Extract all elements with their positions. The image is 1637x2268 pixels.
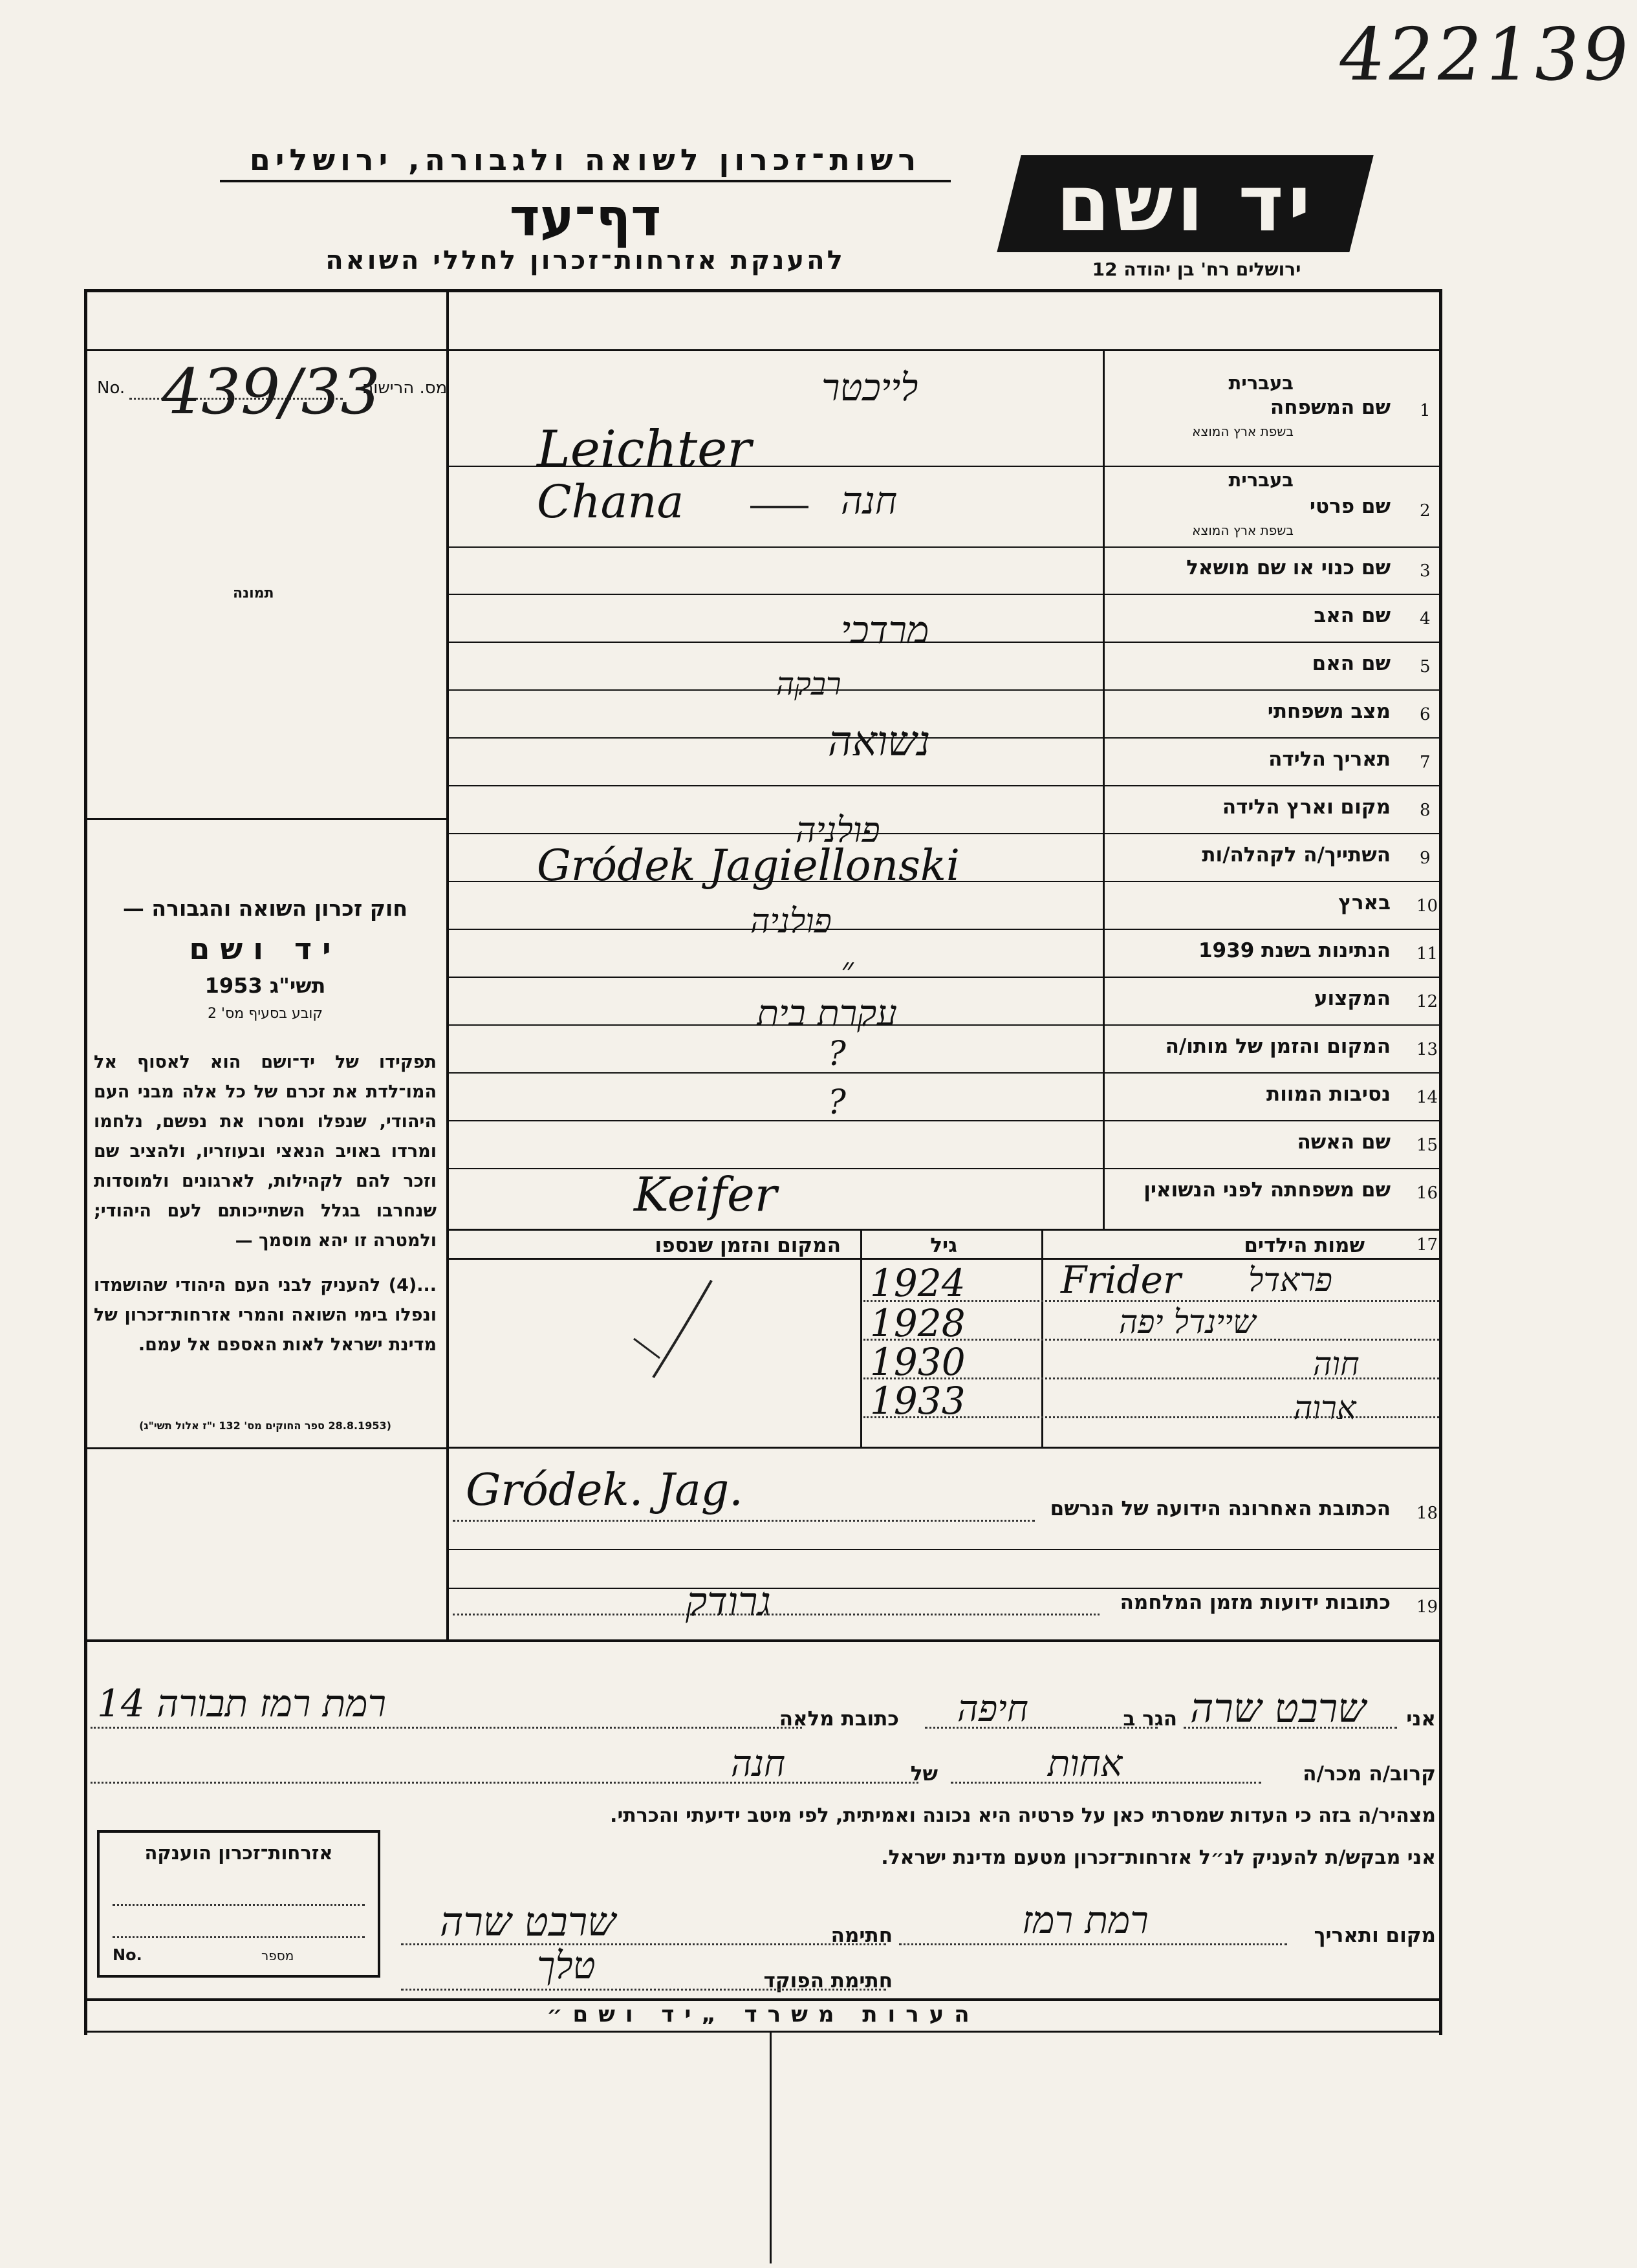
field-6-num: 6 xyxy=(1420,705,1431,724)
place-date: רמת רמז xyxy=(1022,1898,1149,1942)
field-16-label: שם משפחתה לפני הנשואין xyxy=(1144,1178,1391,1202)
signature-label: חתימה xyxy=(830,1924,893,1947)
children-col-divider-2 xyxy=(1041,1229,1043,1447)
relation-of: של xyxy=(910,1762,938,1786)
signature: שרבט שרה xyxy=(440,1898,616,1945)
photo-label: תמונה xyxy=(233,585,274,601)
field-7-label: תאריך הלידה xyxy=(1268,748,1391,771)
row-sep-8 xyxy=(448,833,1439,834)
field-6-value: נשואה xyxy=(828,718,931,766)
field-2-dash xyxy=(750,506,808,508)
frame-left xyxy=(84,289,87,2035)
field-3-num: 3 xyxy=(1420,561,1431,581)
place-column-strike xyxy=(614,1268,744,1397)
declarant-name: שרבט שרה xyxy=(1190,1685,1367,1732)
field-4-num: 4 xyxy=(1420,609,1431,629)
citizenship-title: אזרחות־זכרון הוענקה xyxy=(144,1842,333,1864)
field-4-value: מרדכי xyxy=(841,608,929,652)
field-4-label: שם האב xyxy=(1314,604,1391,627)
form-title: דף־עד xyxy=(509,188,662,248)
field-1-sub-native: בשפת ארץ המוצא xyxy=(1192,424,1294,439)
child-2-name: שיינדל יפה xyxy=(1119,1303,1256,1341)
field-17-num: 17 xyxy=(1416,1235,1438,1255)
field-18-dots xyxy=(453,1520,1035,1522)
row-sep-18 xyxy=(448,1549,1439,1550)
row-sep-18b xyxy=(448,1588,1439,1589)
request-text: אני מבקש/ת להעניק לנ״ל אזרחות־זכרון מטעם מדינת ישראל. xyxy=(881,1846,1436,1869)
field-19-label: כתובות ידועות מזמן המלחמה xyxy=(1120,1591,1391,1614)
field-16-num: 16 xyxy=(1416,1183,1438,1203)
children-col-place: המקום והזמן שנספו xyxy=(655,1234,841,1257)
field-10-label: בארץ xyxy=(1338,891,1391,914)
children-table-top xyxy=(448,1229,1440,1231)
field-18-num: 18 xyxy=(1416,1504,1438,1523)
left-column-divider xyxy=(446,289,449,1641)
authority-title: רשות־זכרון לשואה ולגבורה, ירושלים xyxy=(220,142,951,182)
relation: אחות xyxy=(1048,1743,1123,1785)
field-19-num: 19 xyxy=(1416,1597,1438,1617)
field-14-num: 14 xyxy=(1416,1088,1438,1107)
row-sep-7 xyxy=(448,785,1439,786)
remarks-top xyxy=(84,1998,1442,2001)
child-3-name: חוה xyxy=(1313,1345,1360,1383)
field-7-num: 7 xyxy=(1420,753,1431,772)
field-14-label: נסיבות המוות xyxy=(1266,1083,1391,1106)
field-2-sub-native: בשפת ארץ המוצא xyxy=(1192,523,1294,538)
row-sep-14 xyxy=(448,1120,1439,1121)
law-clause: קובע בסעיף מס' 2 xyxy=(207,1006,323,1022)
full-address: רמת רמז תבורה 14 xyxy=(97,1681,387,1725)
child-1-name-native: Frider xyxy=(1061,1258,1181,1302)
row-sep-15 xyxy=(448,1168,1439,1169)
officer-label: חתימת הפוקד xyxy=(763,1969,893,1993)
row-sep-10 xyxy=(448,929,1439,930)
label-column-divider xyxy=(1103,349,1105,1229)
field-11-label: הנתינות בשנת 1939 xyxy=(1198,939,1391,962)
row-sep-11 xyxy=(448,977,1439,978)
full-address-dots xyxy=(91,1727,802,1729)
field-3-label: שם כנוי או שם מושאל xyxy=(1186,556,1391,579)
child-4-year: 1933 xyxy=(870,1379,966,1423)
field-12-num: 12 xyxy=(1416,992,1438,1011)
field-10-num: 10 xyxy=(1416,896,1438,916)
children-col-names: שמות הילדים xyxy=(1244,1234,1365,1257)
citizenship-no-label: No. xyxy=(113,1946,142,1964)
children-header-bottom xyxy=(448,1258,1440,1260)
children-col-age: גיל xyxy=(930,1234,957,1257)
archive-number: 422139 xyxy=(1332,13,1637,97)
row-sep-5 xyxy=(448,689,1439,691)
field-15-label: שם האשה xyxy=(1297,1130,1391,1154)
field-19-dots xyxy=(453,1614,1100,1615)
field-8-value: פולניה xyxy=(796,810,880,850)
row-sep-6 xyxy=(448,737,1439,739)
field-14-value: ? xyxy=(828,1083,846,1122)
field-12-value: עקרת בית xyxy=(757,993,897,1035)
field-9-num: 9 xyxy=(1420,848,1431,868)
field-13-num: 13 xyxy=(1416,1040,1438,1059)
field-6-label: מצב משפחתי xyxy=(1267,700,1391,723)
remarks-header-bottom xyxy=(84,2031,1442,2033)
field-1-sub-he: בעברית xyxy=(1228,372,1294,394)
child-1-name: פראדל xyxy=(1248,1261,1332,1299)
field-2-label: שם פרטי xyxy=(1309,495,1391,518)
child-4-name: ארוה xyxy=(1294,1389,1356,1427)
citizenship-line-2 xyxy=(113,1936,365,1938)
declarant-city: חיפה xyxy=(957,1688,1028,1730)
field-13-value: ? xyxy=(828,1035,846,1074)
row-sep-4 xyxy=(448,642,1439,643)
law-name: יד ושם xyxy=(189,931,341,966)
field-13-label: המקום והזמן של מותו/ה xyxy=(1165,1035,1391,1058)
law-paragraph-2: ...(4) להעניק לבני העם היהודי שהושמדו ונפלו בימי השואה והמרי אזרחות־זכרון של מדינת ישראל לאות האספם אל עמם. xyxy=(94,1275,437,1355)
place-date-label: מקום ותאריך xyxy=(1314,1924,1436,1947)
child-1-year: 1924 xyxy=(870,1261,966,1305)
field-2-sub-he: בעברית xyxy=(1228,469,1294,491)
top-strip-line xyxy=(84,349,1442,351)
citizenship-number-label: מספר xyxy=(261,1948,294,1963)
children-table-bottom xyxy=(448,1447,1440,1449)
declaration-text: מצהיר/ה בזה כי העדות שמסרתי כאן על פרטיה היא נכונה ואמיתית, לפי מיטב ידיעתי והכרתי. xyxy=(610,1804,1436,1827)
address: ירושלים רח' בן יהודה 12 xyxy=(1092,259,1301,280)
field-11-num: 11 xyxy=(1416,944,1438,964)
child-3-year: 1930 xyxy=(870,1340,966,1384)
logo-text: יד ושם xyxy=(1056,158,1315,249)
place-date-dots xyxy=(899,1943,1287,1945)
children-col-divider-1 xyxy=(860,1229,862,1447)
field-1-label: שם המשפחה xyxy=(1270,396,1391,419)
field-18-label: הכתובת האחרונה הידועה של הנרשם xyxy=(1050,1497,1391,1520)
field-8-label: מקום וארץ הלידה xyxy=(1222,795,1391,819)
law-year: תשי"ג 1953 xyxy=(204,973,326,998)
citizenship-box xyxy=(97,1830,380,1978)
registration-number: 439/33 xyxy=(162,356,380,428)
field-9-value: Gródek Jagiellonski xyxy=(537,841,960,891)
field-8-num: 8 xyxy=(1420,801,1431,820)
field-5-label: שם האם xyxy=(1312,652,1391,675)
field-15-num: 15 xyxy=(1416,1136,1438,1155)
field-19-value: גרודק xyxy=(686,1578,771,1625)
field-10-value: פולניה xyxy=(750,902,832,941)
row-sep-2 xyxy=(448,546,1439,548)
field-1-num: 1 xyxy=(1420,401,1431,420)
citizenship-line-1 xyxy=(113,1904,365,1906)
field-1-value-native: Leichter xyxy=(537,420,752,479)
law-paragraph-1: תפקידו של יד־ושם הוא לאסוף אל המו־לדת את זכרם של כל אלה מבני העם היהודי, שנפלו ומסרו את נפשם, נלחמו ומרדו באויב הנאצי ובעוזריו, ולהציב שם וזכר להם לקהילות, לארגונים ולמוסדות שנחרבו בגלל השתייכותם לעם היהודי; ולמטרה זו יהא מוסמך — xyxy=(94,1052,437,1251)
field-11-value: ״ xyxy=(841,951,854,989)
photo-box-bottom xyxy=(84,818,448,820)
upper-section-bottom xyxy=(84,1639,1442,1642)
field-5-num: 5 xyxy=(1420,657,1431,676)
field-16-value: Keifer xyxy=(634,1167,777,1222)
declarant-resides: הגר ב xyxy=(1123,1707,1177,1731)
remarks-title: הערות משרד „יד ושם״ xyxy=(547,2002,980,2027)
law-footnote: (28.8.1953 ספר החוקים מס' 132 י"ז אלול תשי"ג) xyxy=(139,1420,391,1432)
field-1-value-he: לייכטר xyxy=(821,365,918,409)
frame-right xyxy=(1439,289,1442,2035)
relation-of-name: חנה xyxy=(731,1743,786,1785)
field-5-value: רבקה xyxy=(776,666,841,702)
field-2-value-native: Chana xyxy=(537,475,684,528)
row-sep-12 xyxy=(448,1024,1439,1026)
field-12-label: המקצוע xyxy=(1314,987,1391,1010)
registration-label-no: No. xyxy=(97,378,125,398)
law-box-bottom xyxy=(84,1447,448,1449)
frame-top xyxy=(84,289,1442,292)
declarant-ani: אני xyxy=(1406,1707,1436,1731)
field-9-label: השתייך/ה לקהלה/ות xyxy=(1202,843,1391,867)
field-2-value-he: חנה xyxy=(841,479,898,523)
row-sep-13 xyxy=(448,1072,1439,1074)
row-sep-3 xyxy=(448,594,1439,595)
child-2-year: 1928 xyxy=(870,1301,966,1345)
form-subtitle: להענקת אזרחות־זכרון לחללי השואה xyxy=(325,246,845,275)
full-address-label: כתובת מלאה xyxy=(779,1707,899,1731)
registration-label-he: מס. הרישום xyxy=(362,378,448,398)
field-18-value: Gródek. Jag. xyxy=(466,1465,743,1516)
relation-label: קרוב/ה מכר/ה xyxy=(1303,1762,1436,1786)
field-2-num: 2 xyxy=(1420,501,1431,521)
relation-of-dots xyxy=(91,1782,918,1784)
officer-dots xyxy=(401,1989,886,1991)
officer-signature: טלך xyxy=(537,1943,596,1987)
remarks-divider xyxy=(770,2031,772,2263)
yad-vashem-logo xyxy=(997,155,1373,252)
law-title: חוק זכרון השואה והגבורה — xyxy=(122,896,408,921)
